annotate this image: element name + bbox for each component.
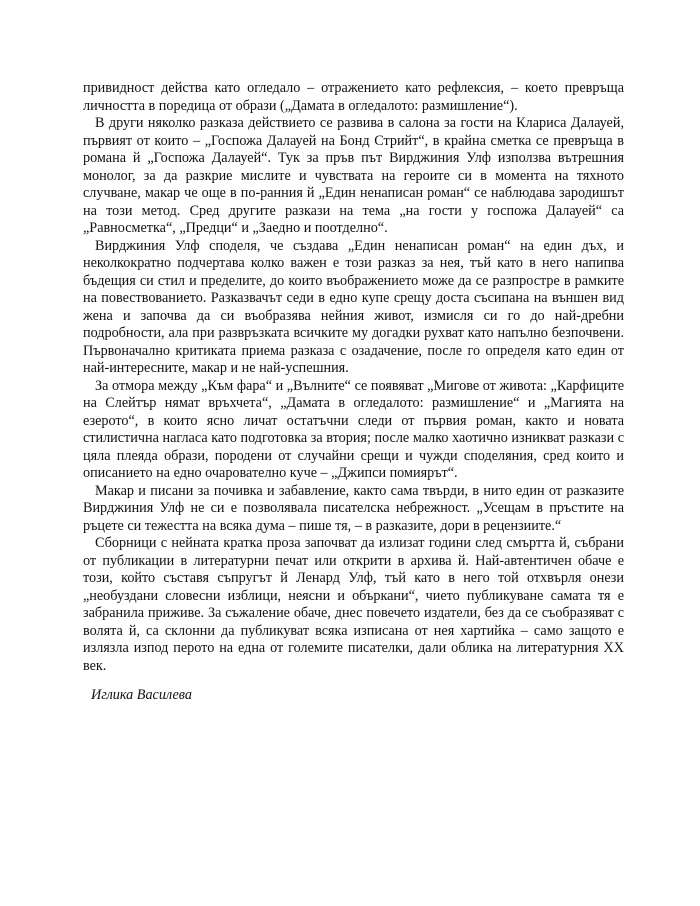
paragraph-5: Макар и писани за почивка и забавление, както сама твърди, в нито един от разказите Вирджиния Улф не си е позволявала писателска небрежност. „Усещам в пръстите на ръцете си тежестта на всяка дума – пише тя, – в разказите, дори в рецензиите.“ bbox=[83, 482, 624, 534]
paragraph-4: За отмора между „Към фара“ и „Вълните“ се появяват „Мигове от живота: „Карфиците на Слейтър нямат връхчета“, „Дамата в огледалото: размишление“ и „Магията на езерото“, в които ясно личат остатъчни следи от първия роман, както и новата стилистична нагласа като подготовка за втория; после малко хаотично изникват разкази с цяла плеяда образи, породени от случайни срещи и чужди споделяния, сред които и описанието на едно очароватeлно куче – „Джипси помиярът“. bbox=[83, 377, 624, 481]
document-page bbox=[83, 80, 624, 705]
author-signature: Иглика Василева bbox=[91, 687, 192, 703]
paragraph-1: привидност действа като огледало – отражението като рефлексия, – което превръща личността в поредица от образи („Дамата в огледалото: размишление“). bbox=[83, 80, 624, 114]
paragraph-3: Вирджиния Улф споделя, че създава „Един ненаписан роман“ на един дъх, и неколкократно подчертава колко важен е този разказ за нея, тъй като в него напипва бъдещия си стил и пределите, до които въображението може да се разпростре в рамките на повествованието. Разказвачът седи в едно купе срещу доста съсипана на външен вид жена и започва да си въобразява нейния живот, измисля си го до най-дребни подробности, ала при развръзката всичките му догадки рухват като напълно безпочвени. Първоначално критиката приема разказа с озадачение, после го определя като един от най-интересните, макар и не най-успешния. bbox=[83, 237, 624, 376]
paragraph-2: В други няколко разказа действието се развива в салона за гости на Клариса Далауей, първият от които – „Госпожа Далауей на Бонд Стрийт“, в крайна сметка се превръща в романа й „Госпожа Далауей“. Тук за пръв път Вирджиния Улф използва вътрешния монолог, за да разкрие мислите и чувствата на героите си в момента на тяхното случване, макар че още в по-ранния й „Един ненаписан роман“ се наблюдава зародишът на този метод. Сред другите разкази на тема „на гости у госпожа Далауей“ са „Равносметка“, „Предци“ и „Заедно и поотделно“. bbox=[83, 115, 624, 236]
paragraph-6: Сборници с нейната кратка проза започват да излизат години след смъртта й, събрани от публикации в литературни печат или открити в архива й. Най-автентичен обаче е този, който съставя съпругът й Ленард Улф, тъй като в него той отхвърля онези „необуздани словесни изблици, неясни и объркани“, чието публикуване самата тя е забранила приживе. За съжаление обаче, днес повечето издатели, без да се съобразяват с волята й, са склонни да публикуват всяка изписана от нея хартийка – само защото е излязла изпод перото на една от големите писателки, дали облика на литературния ХХ век. bbox=[83, 535, 624, 674]
